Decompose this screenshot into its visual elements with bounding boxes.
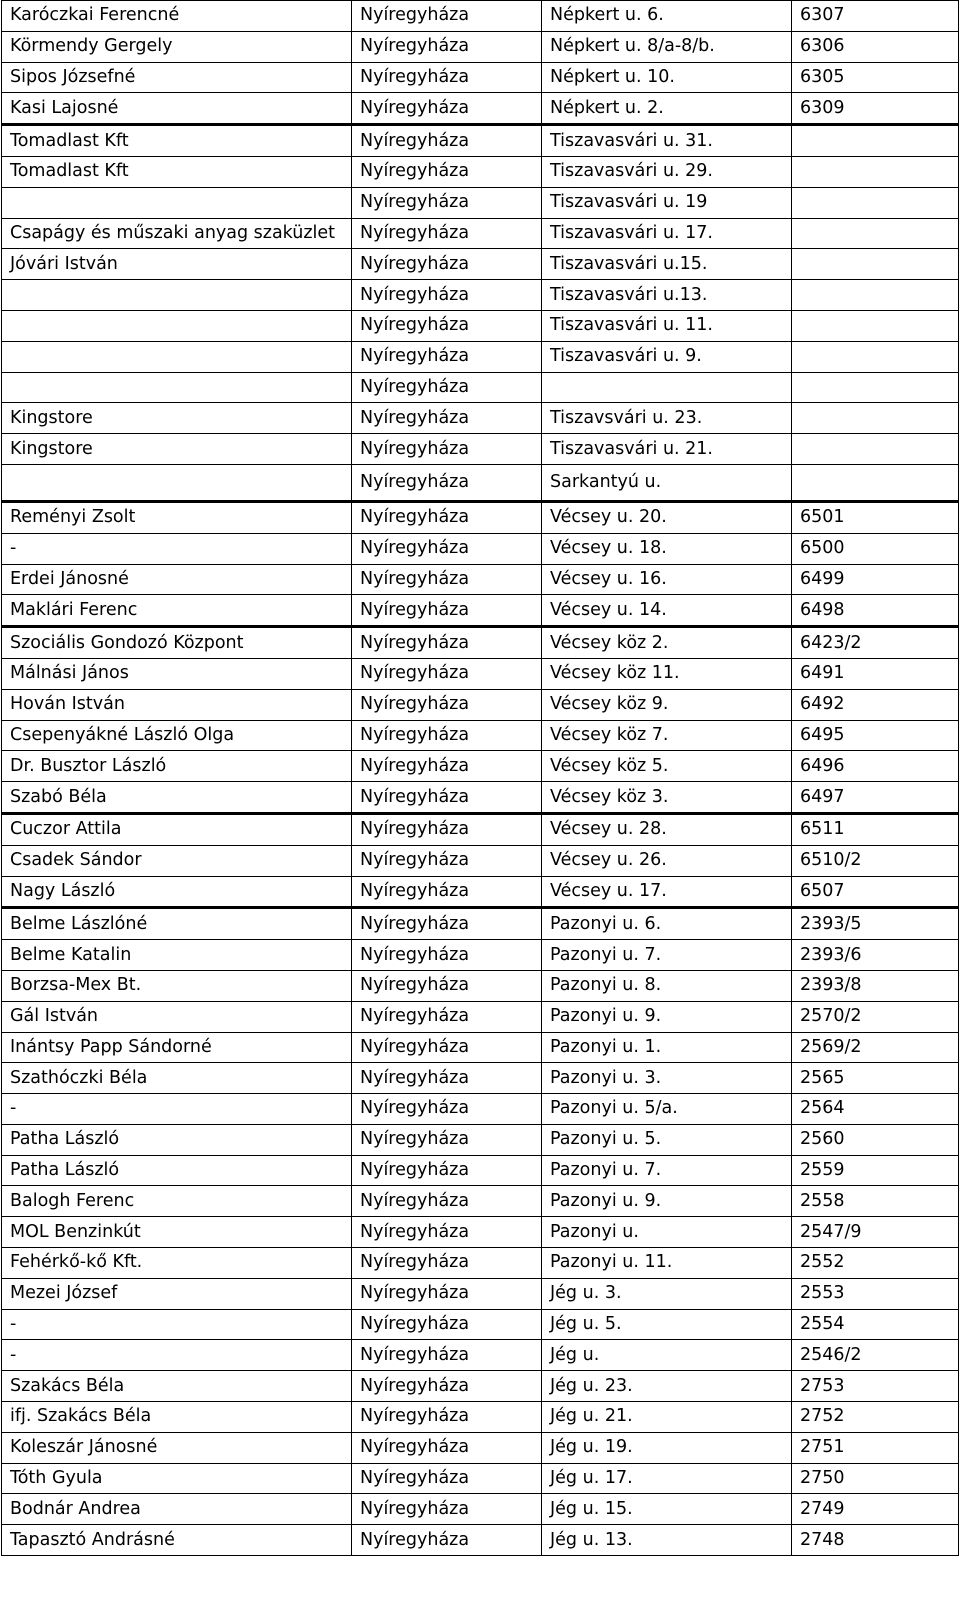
address-cell: Jég u. [542,1340,792,1371]
table-row [2,595,959,627]
parcel-number-cell: 6496 [792,751,959,782]
city-cell: Nyíregyháza [352,31,542,62]
owner-name-cell: Fehérkő-kő Kft. [2,1248,352,1279]
table-row [2,940,959,971]
address-cell: Sarkantyú u. [542,464,792,501]
owner-name-cell: Borzsa-Mex Bt. [2,970,352,1001]
parcel-number-cell: 6492 [792,689,959,720]
table-row [2,372,959,403]
parcel-number-cell: 2393/5 [792,908,959,940]
parcel-number-cell: 2560 [792,1124,959,1155]
parcel-number-cell: 6306 [792,31,959,62]
table-row [2,533,959,564]
owner-name-cell: Tomadlast Kft [2,125,352,157]
city-cell: Nyíregyháza [352,1155,542,1186]
table-row [2,1248,959,1279]
parcel-number-cell: 6499 [792,564,959,595]
address-cell: Vécsey köz 11. [542,658,792,689]
city-cell: Nyíregyháza [352,564,542,595]
address-cell: Pazonyi u. 9. [542,1001,792,1032]
owner-name-cell: Tapasztó Andrásné [2,1525,352,1556]
address-cell: Tiszavasvári u. 21. [542,434,792,465]
table-row [2,908,959,940]
city-cell: Nyíregyháza [352,533,542,564]
owner-name-cell: Balogh Ferenc [2,1186,352,1217]
city-cell: Nyíregyháza [352,1402,542,1433]
address-cell: Tiszavasvári u.13. [542,280,792,311]
parcel-number-cell: 2564 [792,1094,959,1125]
parcel-number-cell: 2547/9 [792,1217,959,1248]
parcel-number-cell: 6498 [792,595,959,627]
city-cell: Nyíregyháza [352,876,542,908]
owner-name-cell: Dr. Busztor László [2,751,352,782]
address-cell: Jég u. 5. [542,1309,792,1340]
parcel-number-cell: 2565 [792,1063,959,1094]
table-row [2,1124,959,1155]
city-cell: Nyíregyháza [352,1124,542,1155]
city-cell: Nyíregyháza [352,1463,542,1494]
address-cell: Tiszavasvári u.15. [542,249,792,280]
owner-name-cell: Hován István [2,689,352,720]
city-cell: Nyíregyháza [352,1494,542,1525]
owner-name-cell: Bodnár Andrea [2,1494,352,1525]
table-row [2,218,959,249]
city-cell: Nyíregyháza [352,813,542,845]
address-cell: Tiszavasvári u. 11. [542,310,792,341]
property-owner-table [1,0,959,1556]
owner-name-cell: Csepenyákné László Olga [2,720,352,751]
table-row [2,125,959,157]
parcel-number-cell: 2748 [792,1525,959,1556]
table-row [2,280,959,311]
owner-name-cell: Belme Lászlóné [2,908,352,940]
city-cell: Nyíregyháza [352,434,542,465]
address-cell: Tiszavasvári u. 17. [542,218,792,249]
address-cell: Jég u. 17. [542,1463,792,1494]
parcel-number-cell [792,434,959,465]
owner-name-cell: MOL Benzinkút [2,1217,352,1248]
table-row [2,1309,959,1340]
table-row [2,1186,959,1217]
parcel-number-cell: 6423/2 [792,627,959,659]
parcel-number-cell: 2569/2 [792,1032,959,1063]
parcel-number-cell: 6500 [792,533,959,564]
parcel-number-cell [792,249,959,280]
city-cell: Nyíregyháza [352,125,542,157]
address-cell: Tiszavasvári u. 19 [542,187,792,218]
table-row [2,1371,959,1402]
address-cell: Vécsey köz 7. [542,720,792,751]
parcel-number-cell: 6307 [792,1,959,32]
address-cell: Pazonyi u. 6. [542,908,792,940]
address-cell: Vécsey köz 2. [542,627,792,659]
address-cell: Jég u. 13. [542,1525,792,1556]
owner-name-cell: Mezei József [2,1278,352,1309]
owner-name-cell: - [2,1094,352,1125]
address-cell: Vécsey u. 17. [542,876,792,908]
city-cell: Nyíregyháza [352,1,542,32]
city-cell: Nyíregyháza [352,1032,542,1063]
address-cell: Tiszavasvári u. 9. [542,341,792,372]
table-row [2,310,959,341]
address-cell: Pazonyi u. [542,1217,792,1248]
parcel-number-cell [792,310,959,341]
city-cell: Nyíregyháza [352,908,542,940]
parcel-number-cell [792,464,959,501]
owner-name-cell: Patha László [2,1155,352,1186]
table-row [2,1494,959,1525]
parcel-number-cell [792,125,959,157]
table-row [2,1063,959,1094]
city-cell: Nyíregyháza [352,403,542,434]
table-row [2,813,959,845]
city-cell: Nyíregyháza [352,1248,542,1279]
address-cell: Népkert u. 10. [542,62,792,93]
table-row [2,1,959,32]
parcel-number-cell: 6491 [792,658,959,689]
city-cell: Nyíregyháza [352,1340,542,1371]
address-cell: Vécsey u. 18. [542,533,792,564]
table-row [2,403,959,434]
owner-name-cell: - [2,1309,352,1340]
address-cell: Jég u. 15. [542,1494,792,1525]
address-cell: Tiszavsvári u. 23. [542,403,792,434]
owner-name-cell: Kingstore [2,434,352,465]
parcel-number-cell: 2559 [792,1155,959,1186]
parcel-number-cell: 2749 [792,1494,959,1525]
parcel-number-cell [792,341,959,372]
city-cell: Nyíregyháza [352,1217,542,1248]
table-row [2,434,959,465]
owner-name-cell: Málnási János [2,658,352,689]
owner-name-cell: Csadek Sándor [2,845,352,876]
owner-name-cell: Gál István [2,1001,352,1032]
parcel-number-cell [792,156,959,187]
table-row [2,751,959,782]
parcel-number-cell: 6510/2 [792,845,959,876]
city-cell: Nyíregyháza [352,372,542,403]
parcel-number-cell: 2751 [792,1432,959,1463]
parcel-number-cell: 2753 [792,1371,959,1402]
parcel-number-cell: 6507 [792,876,959,908]
city-cell: Nyíregyháza [352,1525,542,1556]
city-cell: Nyíregyháza [352,1371,542,1402]
owner-name-cell: Cuczor Attila [2,813,352,845]
city-cell: Nyíregyháza [352,720,542,751]
owner-name-cell: Inántsy Papp Sándorné [2,1032,352,1063]
city-cell: Nyíregyháza [352,782,542,814]
table-row [2,1432,959,1463]
table-row [2,564,959,595]
table-row [2,720,959,751]
parcel-number-cell: 6305 [792,62,959,93]
address-cell: Pazonyi u. 9. [542,1186,792,1217]
city-cell: Nyíregyháza [352,940,542,971]
address-cell: Vécsey u. 28. [542,813,792,845]
owner-name-cell: Tóth Gyula [2,1463,352,1494]
parcel-number-cell: 2393/8 [792,970,959,1001]
owner-name-cell: Jóvári István [2,249,352,280]
table-row [2,876,959,908]
owner-name-cell: ifj. Szakács Béla [2,1402,352,1433]
city-cell: Nyíregyháza [352,280,542,311]
parcel-number-cell: 2393/6 [792,940,959,971]
address-cell: Vécsey köz 3. [542,782,792,814]
address-cell: Pazonyi u. 7. [542,1155,792,1186]
address-cell: Jég u. 21. [542,1402,792,1433]
parcel-number-cell [792,403,959,434]
table-row [2,1340,959,1371]
city-cell: Nyíregyháza [352,1309,542,1340]
parcel-number-cell: 2553 [792,1278,959,1309]
city-cell: Nyíregyháza [352,501,542,533]
parcel-number-cell: 6497 [792,782,959,814]
city-cell: Nyíregyháza [352,156,542,187]
address-cell: Vécsey köz 5. [542,751,792,782]
owner-name-cell [2,464,352,501]
owner-name-cell: - [2,1340,352,1371]
table-row [2,501,959,533]
address-cell: Pazonyi u. 1. [542,1032,792,1063]
parcel-number-cell [792,187,959,218]
table-row [2,1278,959,1309]
owner-name-cell: Szathóczki Béla [2,1063,352,1094]
table-row [2,658,959,689]
table-row [2,1402,959,1433]
owner-name-cell: Kingstore [2,403,352,434]
owner-name-cell: Csapágy és műszaki anyag szaküzlet [2,218,352,249]
owner-name-cell: Szakács Béla [2,1371,352,1402]
city-cell: Nyíregyháza [352,1432,542,1463]
parcel-number-cell: 6309 [792,93,959,125]
owner-name-cell: Szabó Béla [2,782,352,814]
parcel-number-cell [792,280,959,311]
parcel-number-cell: 2752 [792,1402,959,1433]
address-cell: Jég u. 19. [542,1432,792,1463]
owner-name-cell [2,187,352,218]
address-cell: Vécsey köz 9. [542,689,792,720]
owner-name-cell [2,341,352,372]
city-cell: Nyíregyháza [352,595,542,627]
owner-name-cell: Belme Katalin [2,940,352,971]
owner-name-cell: Körmendy Gergely [2,31,352,62]
parcel-number-cell: 6501 [792,501,959,533]
address-cell: Pazonyi u. 7. [542,940,792,971]
table-row [2,1001,959,1032]
city-cell: Nyíregyháza [352,970,542,1001]
address-cell: Pazonyi u. 11. [542,1248,792,1279]
address-cell: Vécsey u. 16. [542,564,792,595]
address-cell: Pazonyi u. 5. [542,1124,792,1155]
city-cell: Nyíregyháza [352,341,542,372]
owner-name-cell: Koleszár Jánosné [2,1432,352,1463]
address-cell [542,372,792,403]
table-row [2,1463,959,1494]
parcel-number-cell [792,218,959,249]
parcel-number-cell: 6511 [792,813,959,845]
parcel-number-cell: 2546/2 [792,1340,959,1371]
parcel-number-cell: 2558 [792,1186,959,1217]
table-row [2,689,959,720]
table-body [2,1,959,1556]
owner-name-cell [2,372,352,403]
owner-name-cell [2,310,352,341]
table-row [2,31,959,62]
table-row [2,1217,959,1248]
address-cell: Pazonyi u. 8. [542,970,792,1001]
address-cell: Pazonyi u. 5/a. [542,1094,792,1125]
city-cell: Nyíregyháza [352,1063,542,1094]
owner-name-cell: Karóczkai Ferencné [2,1,352,32]
address-cell: Jég u. 23. [542,1371,792,1402]
address-cell: Pazonyi u. 3. [542,1063,792,1094]
address-cell: Népkert u. 2. [542,93,792,125]
city-cell: Nyíregyháza [352,658,542,689]
owner-name-cell: Nagy László [2,876,352,908]
city-cell: Nyíregyháza [352,751,542,782]
table-row [2,1094,959,1125]
address-cell: Népkert u. 8/a-8/b. [542,31,792,62]
address-cell: Vécsey u. 20. [542,501,792,533]
parcel-number-cell: 2570/2 [792,1001,959,1032]
city-cell: Nyíregyháza [352,187,542,218]
address-cell: Tiszavasvári u. 31. [542,125,792,157]
owner-name-cell: Tomadlast Kft [2,156,352,187]
table-row [2,464,959,501]
parcel-number-cell [792,372,959,403]
table-row [2,1155,959,1186]
address-cell: Jég u. 3. [542,1278,792,1309]
parcel-number-cell: 2554 [792,1309,959,1340]
address-cell: Tiszavasvári u. 29. [542,156,792,187]
table-row [2,249,959,280]
city-cell: Nyíregyháza [352,627,542,659]
table-row [2,62,959,93]
owner-name-cell: Reményi Zsolt [2,501,352,533]
parcel-number-cell: 2552 [792,1248,959,1279]
table-row [2,627,959,659]
owner-name-cell: Patha László [2,1124,352,1155]
city-cell: Nyíregyháza [352,310,542,341]
table-row [2,156,959,187]
table-row [2,1032,959,1063]
city-cell: Nyíregyháza [352,689,542,720]
city-cell: Nyíregyháza [352,1278,542,1309]
table-row [2,187,959,218]
table-row [2,1525,959,1556]
city-cell: Nyíregyháza [352,62,542,93]
table-row [2,845,959,876]
city-cell: Nyíregyháza [352,218,542,249]
owner-name-cell: Erdei Jánosné [2,564,352,595]
city-cell: Nyíregyháza [352,1094,542,1125]
city-cell: Nyíregyháza [352,1186,542,1217]
table-row [2,970,959,1001]
owner-name-cell: - [2,533,352,564]
owner-name-cell [2,280,352,311]
city-cell: Nyíregyháza [352,249,542,280]
city-cell: Nyíregyháza [352,93,542,125]
city-cell: Nyíregyháza [352,464,542,501]
owner-name-cell: Sipos Józsefné [2,62,352,93]
table-row [2,341,959,372]
parcel-number-cell: 2750 [792,1463,959,1494]
owner-name-cell: Maklári Ferenc [2,595,352,627]
table-row [2,93,959,125]
table-row [2,782,959,814]
owner-name-cell: Kasi Lajosné [2,93,352,125]
city-cell: Nyíregyháza [352,845,542,876]
parcel-number-cell: 6495 [792,720,959,751]
owner-name-cell: Szociális Gondozó Központ [2,627,352,659]
address-cell: Népkert u. 6. [542,1,792,32]
address-cell: Vécsey u. 26. [542,845,792,876]
address-cell: Vécsey u. 14. [542,595,792,627]
city-cell: Nyíregyháza [352,1001,542,1032]
